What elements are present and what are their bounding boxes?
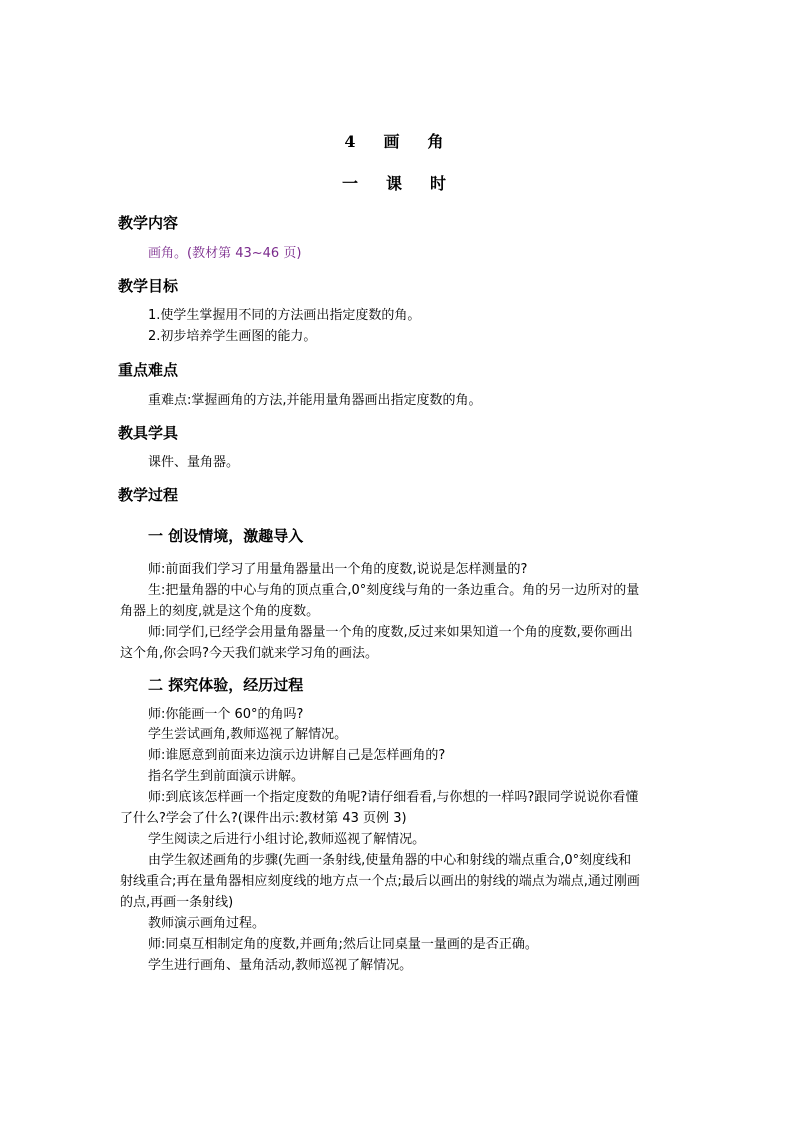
paragraph-line: 师:同桌互相制定角的度数,并画角;然后让同桌量一量画的是否正确。 [148, 937, 538, 952]
paragraph-line: 了什么?学会了什么?(课件出示:教材第 43 页例 3) [120, 811, 407, 826]
paragraph-line: 学生阅读之后进行小组讨论,教师巡视了解情况。 [148, 832, 426, 847]
paragraph-line: 生:把量角器的中心与角的顶点重合,0°刻度线与角的一条边重合。角的另一边所对的量 [148, 583, 640, 598]
content-text: 画角。(教材第 43~46 页) [148, 246, 302, 261]
paragraph-line: 这个角,你会吗?今天我们就来学习角的画法。 [120, 646, 379, 661]
paragraph-line: 指名学生到前面演示讲解。 [148, 769, 305, 784]
lesson-subtitle: 一 课 时 [341, 174, 452, 193]
heading-objectives: 教学目标 [118, 277, 179, 295]
heading-process: 教学过程 [118, 486, 179, 504]
objective-item: 2.初步培养学生画图的能力。 [148, 329, 317, 344]
process-part2-heading: 二 探究体验，经历过程 [148, 676, 304, 694]
heading-tools: 教具学具 [118, 424, 179, 442]
paragraph-line: 的点,再画一条射线) [120, 895, 234, 910]
paragraph-line: 学生尝试画角,教师巡视了解情况。 [148, 727, 348, 742]
paragraph-line: 角器上的刻度,就是这个角的度数。 [120, 604, 320, 619]
paragraph-line: 师:到底该怎样画一个指定度数的角呢?请仔细看看,与你想的一样吗?跟同学说说你看懂 [148, 790, 639, 805]
paragraph-line: 师:谁愿意到前面来边演示边讲解自己是怎样画角的? [148, 748, 446, 763]
paragraph-line: 学生进行画角、量角活动,教师巡视了解情况。 [148, 958, 413, 973]
tools-text: 课件、量角器。 [148, 455, 240, 470]
lesson-title: 4 画 角 [344, 132, 450, 151]
paragraph-line: 教师演示画角过程。 [148, 916, 266, 931]
paragraph-line: 师:前面我们学习了用量角器量出一个角的度数,说说是怎样测量的? [148, 562, 528, 577]
heading-content: 教学内容 [118, 214, 179, 232]
paragraph-line: 射线重合;再在量角器相应刻度线的地方点一个点;最后以画出的射线的端点为端点,通过刚画 [120, 874, 640, 889]
paragraph-line: 师:同学们,已经学会用量角器量一个角的度数,反过来如果知道一个角的度数,要你画出 [148, 625, 633, 640]
objective-item: 1.使学生掌握用不同的方法画出指定度数的角。 [148, 308, 421, 323]
paragraph-line: 师:你能画一个 60°的角吗? [148, 707, 304, 722]
heading-key-points: 重点难点 [118, 361, 179, 379]
process-part1-heading: 一 创设情境，激趣导入 [148, 527, 304, 545]
key-points-text: 重难点:掌握画角的方法,并能用量角器画出指定度数的角。 [148, 393, 482, 408]
paragraph-line: 由学生叙述画角的步骤(先画一条射线,使量角器的中心和射线的端点重合,0°刻度线和 [148, 853, 632, 868]
